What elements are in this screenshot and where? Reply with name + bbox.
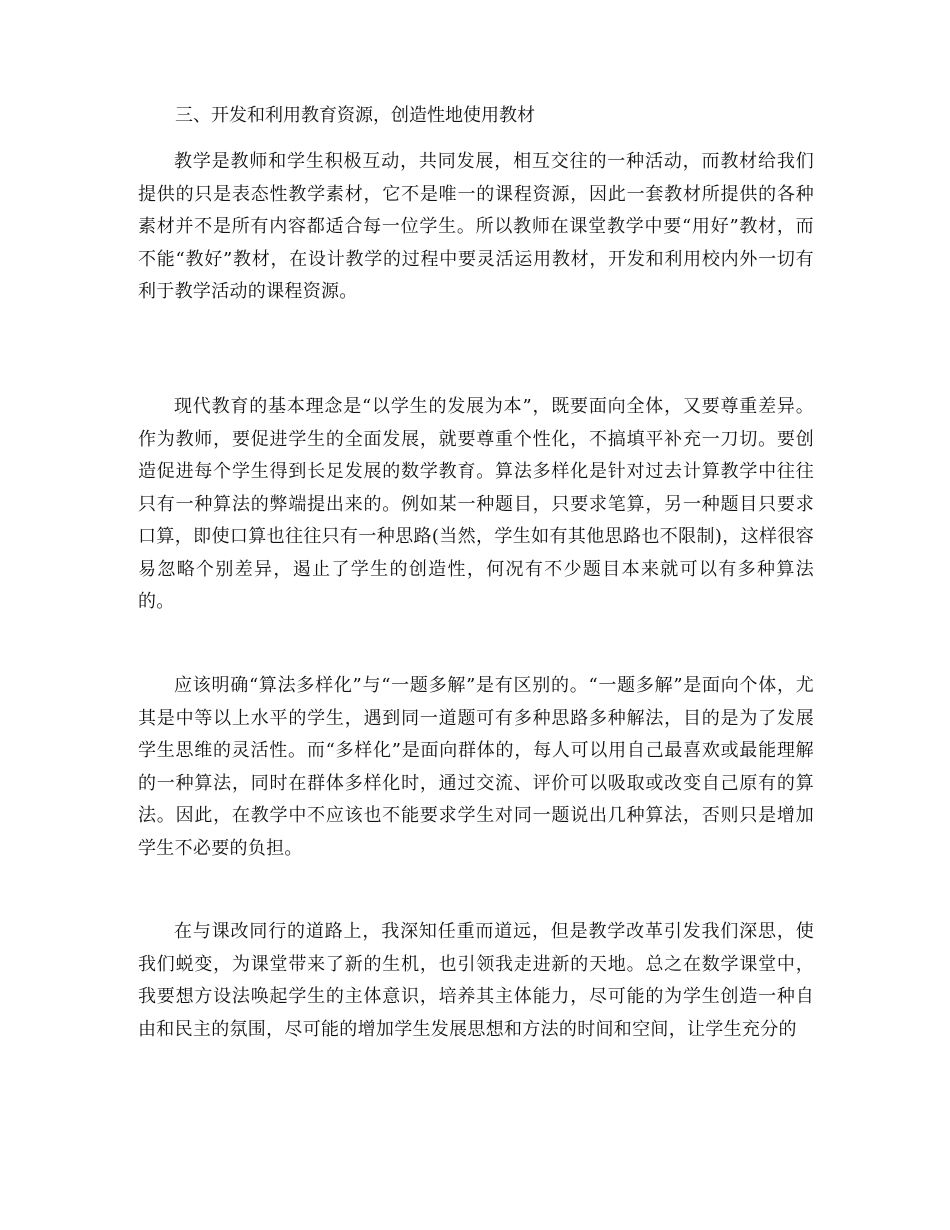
paragraph-4: 在与课改同行的道路上，我深知任重而道远，但是教学改革引发我们深思，使我们蜕变，为课堂带来了新的生机，也引领我走进新的天地。总之在数学课堂中，我要想方设法唤起学生的主体意识，培养其主体能力，尽可能的为学生创造一种自由和民主的氛围，尽可能的增加学生发展思想和方法的时间和空间，让学生充分的 xyxy=(138,921,814,1040)
paragraph-1: 教学是教师和学生积极互动，共同发展，相互交往的一种活动，而教材给我们提供的只是表态性教学素材，它不是唯一的课程资源，因此一套教材所提供的各种素材并不是所有内容都适合每一位学生。所以教师在课堂教学中要“用好”教材，而不能“教好”教材，在设计教学的过程中要灵活运用教材，开发和利用校内外一切有利于教学活动的课程资源。 xyxy=(138,151,814,302)
paragraph-2: 现代教育的基本理念是“以学生的发展为本”，既要面向全体，又要尊重差异。作为教师，要促进学生的全面发展，就要尊重个性化，不搞填平补充一刀切。要创造促进每个学生得到长足发展的数学教育。算法多样化是针对过去计算教学中往往只有一种算法的弊端提出来的。例如某一种题目，只要求笔算，另一种题目只要求口算，即使口算也往往只有一种思路(当然，学生如有其他思路也不限制)，这样很容易忽略个别差异，遏止了学生的创造性，何况有不少题目本来就可以有多种算法的。 xyxy=(138,396,814,612)
section-heading: 三、开发和利用教育资源，创造性地使用教材 xyxy=(175,105,535,126)
paragraph-3: 应该明确“算法多样化”与“一题多解”是有区别的。“一题多解”是面向个体，尤其是中等以上水平的学生，遇到同一道题可有多种思路多种解法，目的是为了发展学生思维的灵活性。而“多样化”是面向群体的，每人可以用自己最喜欢或最能理解的一种算法，同时在群体多样化时，通过交流、评价可以吸取或改变自己原有的算法。因此，在教学中不应该也不能要求学生对同一题说出几种算法，否则只是增加学生不必要的负担。 xyxy=(138,675,814,859)
